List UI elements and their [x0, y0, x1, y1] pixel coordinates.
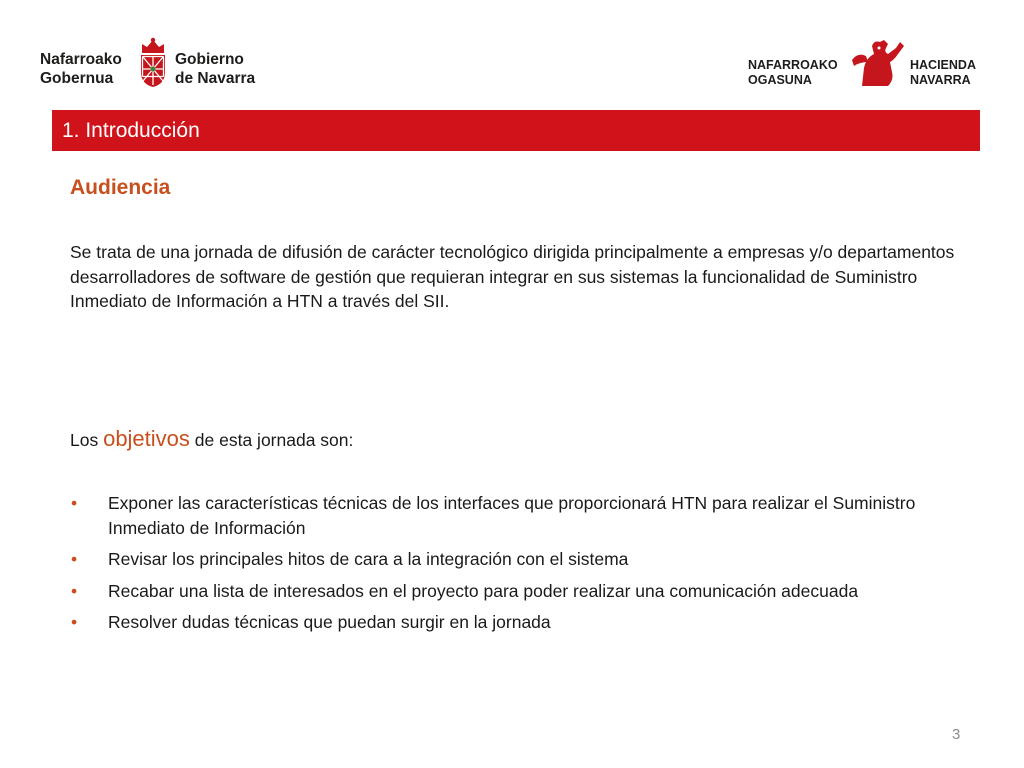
section-heading: Audiencia: [70, 176, 171, 199]
objectives-intro-after: de esta jornada son:: [189, 430, 354, 450]
bullet-icon: •: [71, 549, 78, 569]
bullet-icon: •: [71, 580, 78, 601]
list-item: [70, 579, 985, 604]
audience-paragraph: Se trata de una jornada de difusión de carácter tecnológico dirigida principalmente a empresas y/o departamentos desarrolladores de software de gestión que requieran integrar en sus sistemas la funcionalidad de Suministro Inmediato de Información a HTN a través del SII.: [70, 242, 955, 311]
bullet-text: Recabar una lista de interesados en el proyecto para poder realizar una comunicación adecuada: [108, 580, 859, 601]
navarra-coat-of-arms-icon: [136, 36, 170, 88]
logo-left-spanish-text: Gobierno de Navarra: [175, 51, 256, 87]
bullet-text: Exponer las características técnicas de los interfaces que proporcionará HTN para realizar el Suministro Inmediato de Información: [108, 493, 916, 538]
slide-title: 1. Introducción: [62, 119, 200, 142]
bullet-icon: •: [71, 493, 78, 513]
objectives-intro-before: Los: [70, 430, 104, 450]
logo-left-basque-text: Nafarroako Gobernua: [40, 51, 122, 87]
list-item: [70, 491, 985, 540]
hacienda-navarra-logo: [748, 38, 988, 90]
objectives-emphasis: objetivos: [103, 426, 190, 451]
list-item: [70, 610, 985, 635]
hacienda-figure-icon: [848, 38, 908, 88]
bullet-icon: •: [71, 612, 78, 632]
objectives-intro: [70, 424, 353, 455]
gobierno-navarra-logo: [40, 36, 260, 90]
logo-right-spanish-text: HACIENDA NAVARRA: [910, 58, 976, 87]
logo-right-basque-text: NAFARROAKO OGASUNA: [748, 58, 838, 87]
bullet-text: Revisar los principales hitos de cara a la integración con el sistema: [108, 549, 629, 569]
bullet-text: Resolver dudas técnicas que puedan surgir en la jornada: [108, 612, 551, 632]
list-item: [70, 547, 985, 572]
slide-title-bar: [52, 110, 980, 151]
objectives-list: [70, 491, 985, 642]
page-number: 3: [952, 726, 961, 743]
